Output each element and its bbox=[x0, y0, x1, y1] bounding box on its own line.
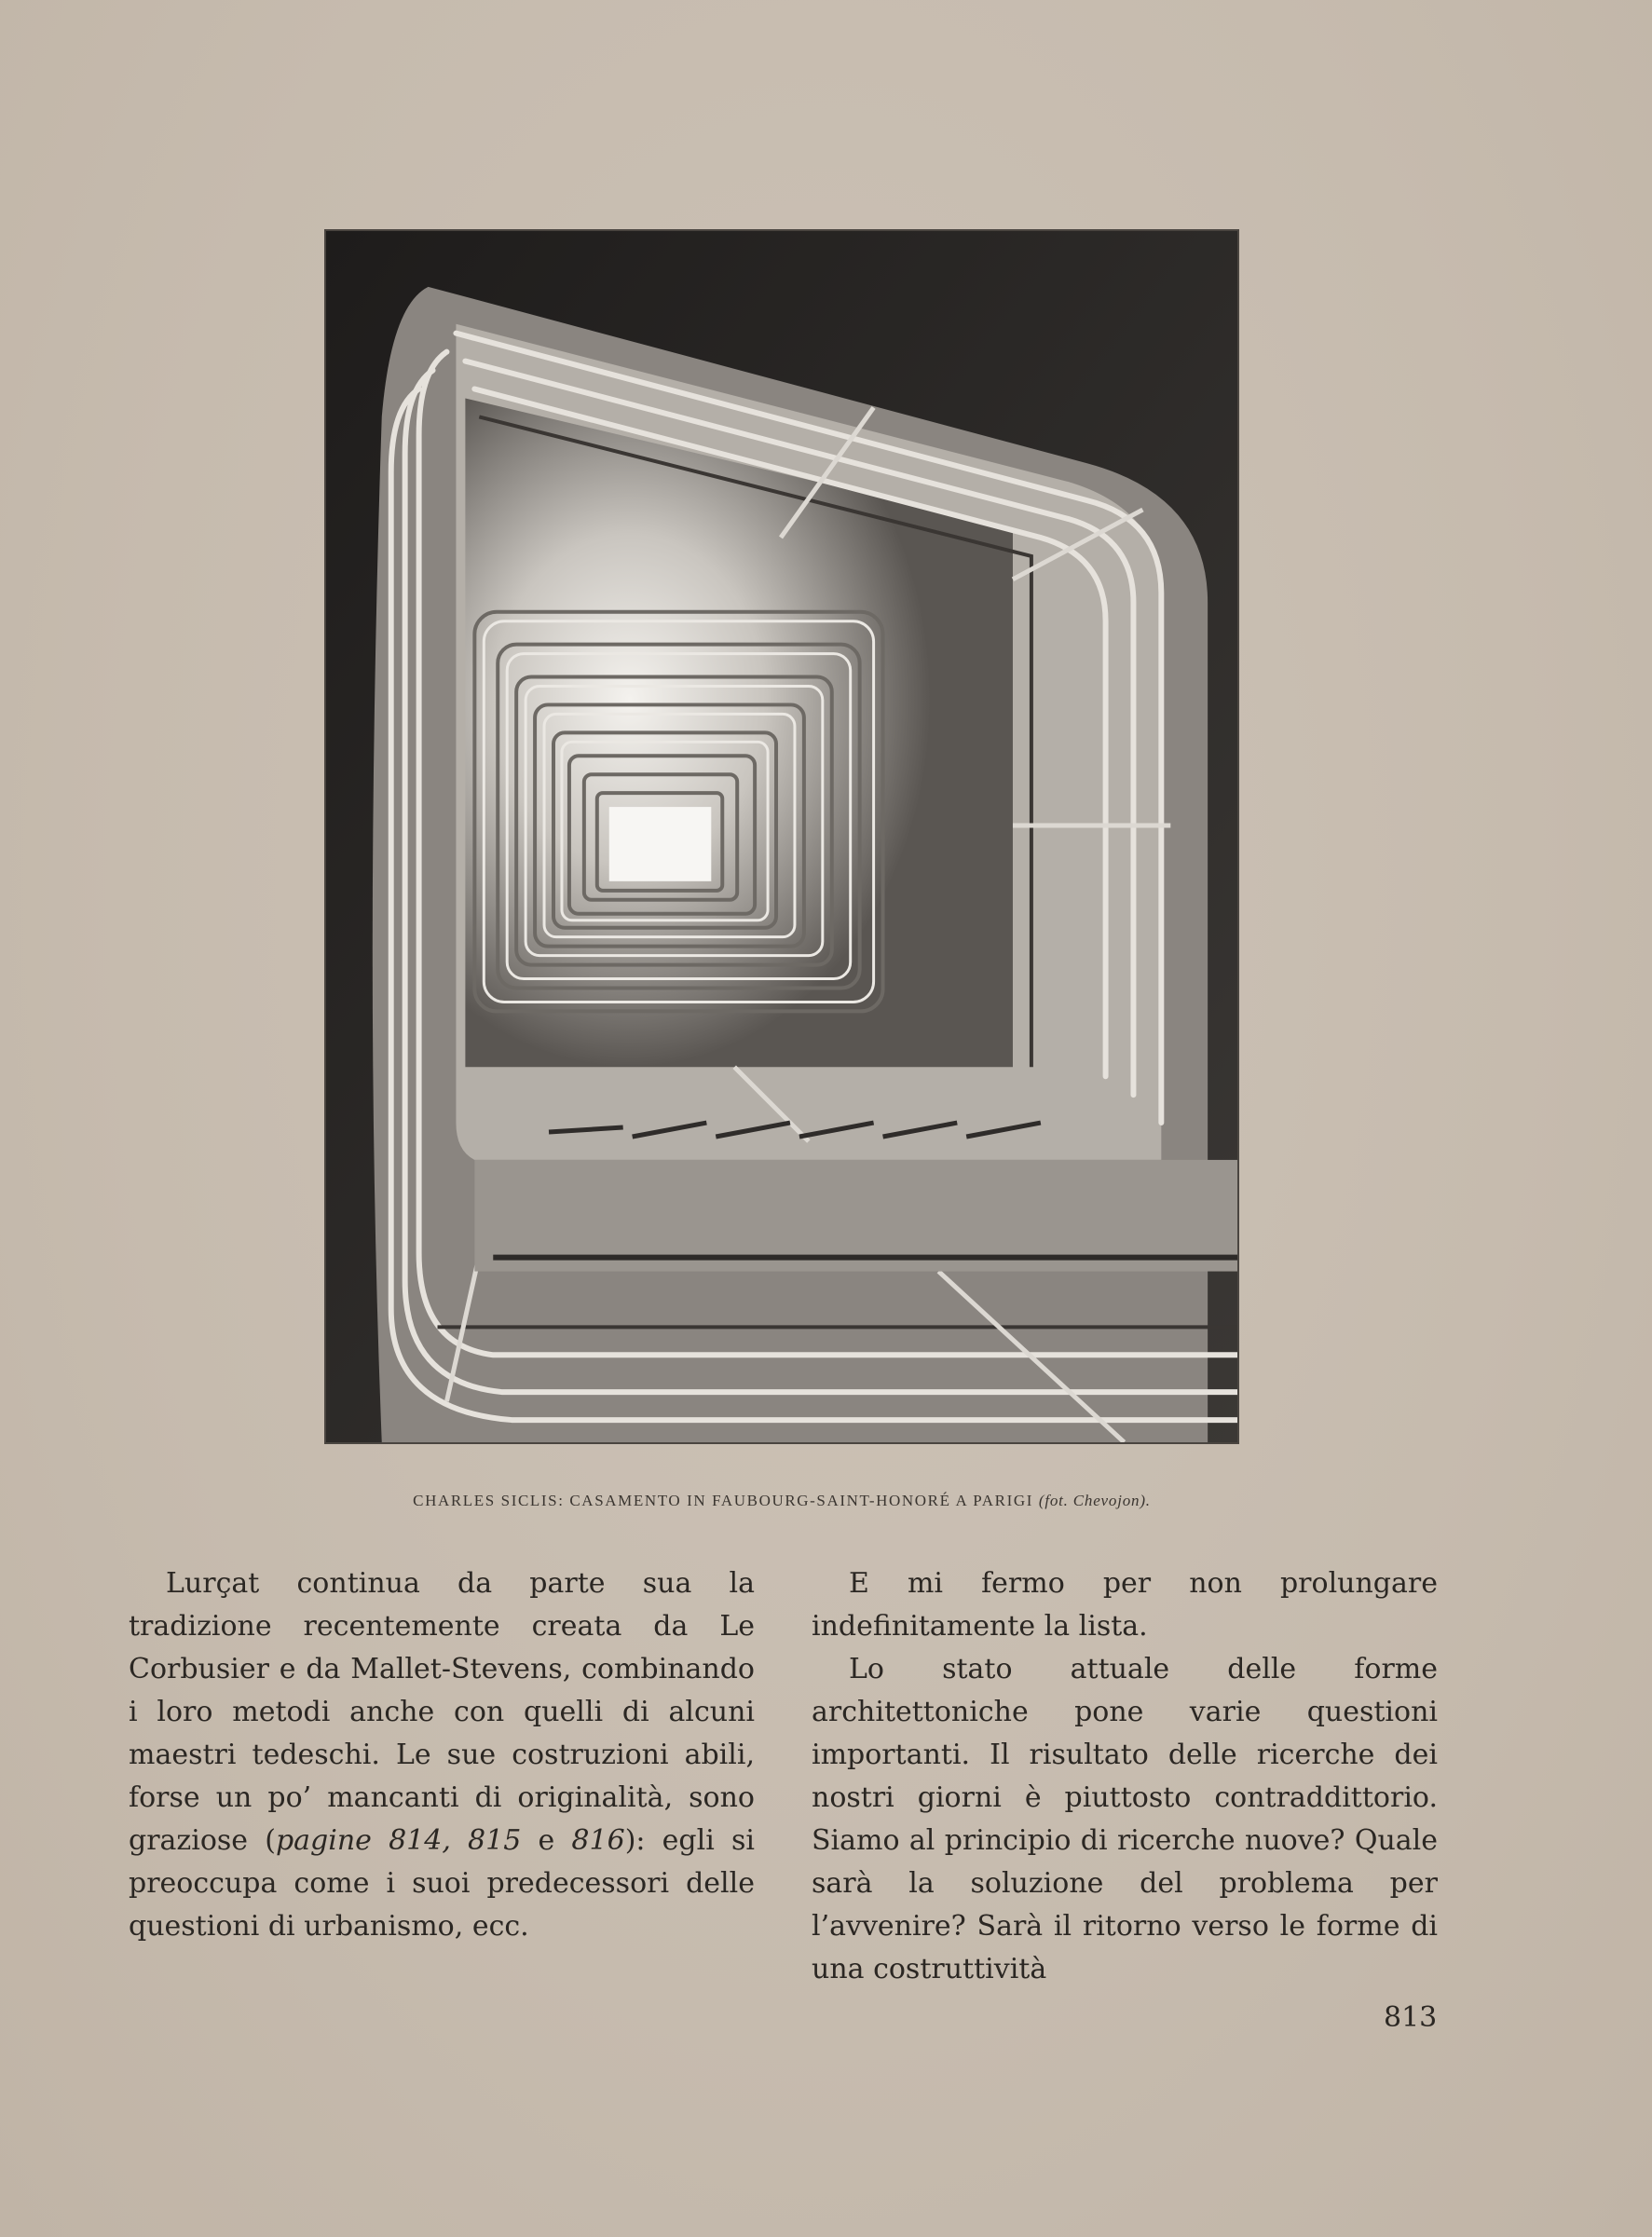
page-reference-2: 816 bbox=[571, 1824, 625, 1857]
right-text-column bbox=[812, 1562, 1438, 1991]
left-paragraph-text-c: ): egli si preoccupa come i suoi predecessori delle questioni di urbanismo, ecc. bbox=[129, 1824, 755, 1943]
photo-credit: (fot. Chevojon). bbox=[1038, 1492, 1151, 1509]
right-paragraph-2: Lo stato attuale delle forme architettoniche pone varie questioni importanti. Il risultato delle ricerche dei nostri giorni è piuttosto contraddittorio. Siamo al principio di ricerche nuove? Quale sarà la soluzione del problema per l’avvenire? Sarà il ritorno verso le forme di una costruttività bbox=[812, 1653, 1438, 1985]
page-number: 813 bbox=[1384, 2001, 1438, 2034]
stairwell-photograph bbox=[324, 229, 1239, 1444]
figure-caption bbox=[324, 1492, 1239, 1510]
page-reference: pagine 814, 815 bbox=[275, 1824, 522, 1857]
stairwell-illustration bbox=[326, 231, 1237, 1442]
left-paragraph bbox=[129, 1562, 755, 1948]
left-text-column bbox=[129, 1562, 755, 1948]
caption-main: CHARLES SICLIS: CASAMENTO IN FAUBOURG-SAINT-HONORÉ A PARIGI bbox=[413, 1492, 1033, 1509]
left-paragraph-text-b: e bbox=[521, 1824, 572, 1857]
right-paragraph-1: E mi fermo per non prolungare indefinitamente la lista. bbox=[812, 1567, 1438, 1643]
left-paragraph-text-a: Lurçat continua da parte sua la tradizione recentemente creata da Le Corbusier e da Mallet-Stevens, combinando i loro metodi anche con quelli di alcuni maestri tedeschi. Le sue costruzioni abili, forse un po’ mancanti di originalità, sono graziose ( bbox=[129, 1567, 755, 1857]
